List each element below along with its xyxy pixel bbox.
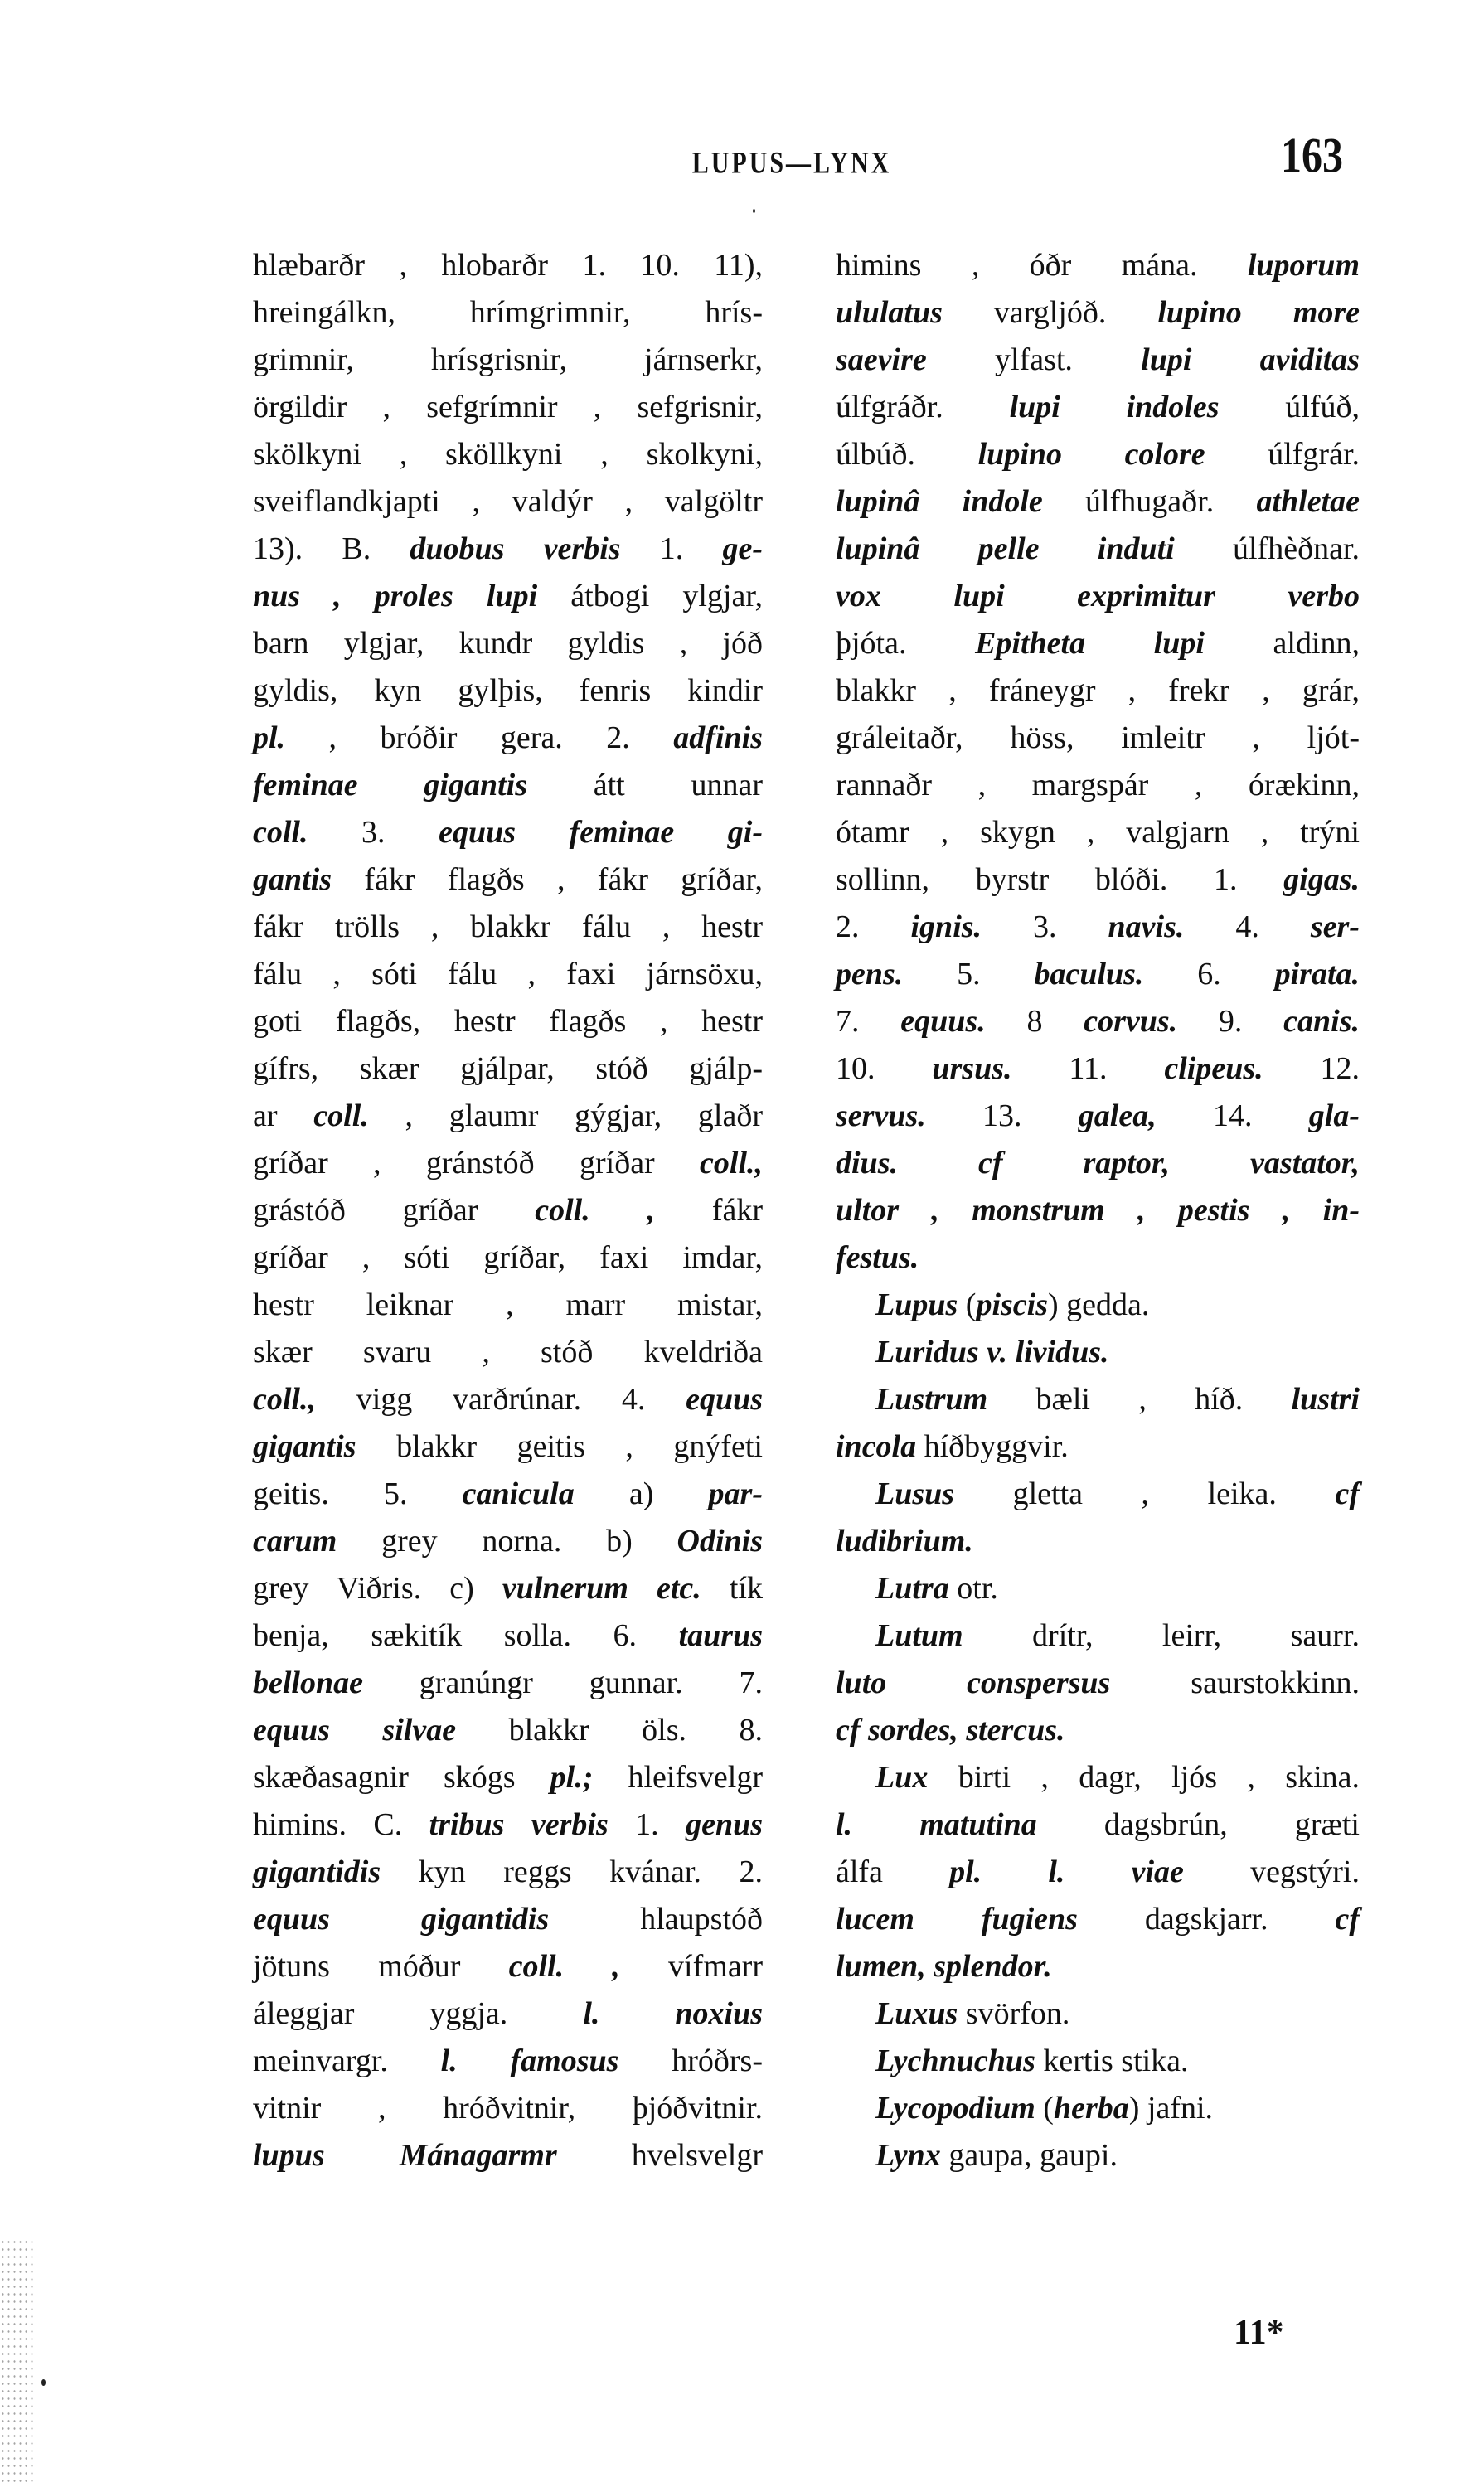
icelandic-text: 1. [608, 1807, 686, 1842]
icelandic-text: 11. [1011, 1051, 1165, 1086]
icelandic-text: 3. [982, 909, 1108, 944]
icelandic-text: goti flagðs, hestr flagðs , hestr [253, 1004, 763, 1039]
latin-term: baculus. [1034, 957, 1144, 991]
icelandic-text: fákr flagðs , fákr gríðar, [332, 862, 763, 897]
latin-term: navis. [1108, 909, 1185, 944]
latin-term: par- [708, 1476, 763, 1511]
right-column-line [836, 2132, 1360, 2179]
latin-term: cf [1335, 1902, 1360, 1937]
left-column-line [253, 809, 763, 856]
latin-term: equus silvae [253, 1713, 457, 1748]
icelandic-text: granúngr gunnar. 7. [362, 1665, 763, 1700]
icelandic-text: hreingálkn, hrímgrimnir, hrís- [253, 295, 763, 330]
latin-term: canicula [462, 1476, 575, 1511]
left-column-line [253, 2132, 763, 2179]
latin-term: luporum [1247, 248, 1360, 283]
latin-term: galea, [1078, 1098, 1157, 1133]
latin-term: Lux [875, 1760, 929, 1795]
left-column-line [253, 1376, 763, 1423]
latin-term: equus feminae gi- [439, 815, 763, 850]
left-column-line [253, 715, 763, 762]
right-column-line [836, 856, 1360, 904]
left-column-line [253, 384, 763, 431]
icelandic-text: jötuns móður [253, 1949, 509, 1984]
latin-term: vulnerum etc. [502, 1571, 701, 1606]
right-column-line [836, 1140, 1360, 1187]
icelandic-text: kertis stika. [1035, 2043, 1189, 2078]
latin-term: piscis [976, 1287, 1048, 1322]
right-column-line [836, 431, 1360, 478]
latin-term: ultor , monstrum , pestis , in- [836, 1193, 1360, 1228]
page-number: 163 [1281, 127, 1343, 183]
icelandic-text: aldinn, [1204, 626, 1360, 661]
icelandic-text: gríðar , gránstóð gríðar [253, 1146, 701, 1180]
latin-term: equus [686, 1382, 763, 1417]
latin-term: pens. [836, 957, 904, 991]
latin-term: l. matutina [836, 1807, 1037, 1842]
right-column-line [836, 1234, 1360, 1282]
left-column-line [253, 478, 763, 526]
latin-term: bellonae [253, 1665, 363, 1700]
icelandic-text: vigg varðrúnar. 4. [315, 1382, 686, 1417]
left-column-line [253, 1234, 763, 1282]
right-column [836, 242, 1360, 2179]
latin-term: corvus. [1084, 1004, 1178, 1039]
left-column-line [253, 762, 763, 809]
latin-term: pl. [253, 720, 286, 755]
left-column-line [253, 1896, 763, 1943]
icelandic-text: 3. [308, 815, 439, 850]
left-column-line [253, 573, 763, 620]
icelandic-text: fákr [655, 1193, 763, 1228]
icelandic-text: hestr leiknar , marr mistar, [253, 1287, 763, 1322]
right-column-line [836, 478, 1360, 526]
icelandic-text: álfa [836, 1854, 950, 1889]
left-column-line [253, 2085, 763, 2132]
right-column-line [836, 1990, 1360, 2038]
right-column-line [836, 1801, 1360, 1849]
icelandic-text: úlbúð. [836, 437, 978, 472]
right-column-line [836, 1471, 1360, 1518]
icelandic-text: sollinn, byrstr blóði. 1. [836, 862, 1284, 897]
latin-term: ser- [1310, 909, 1360, 944]
latin-term: Lupus [875, 1287, 958, 1322]
latin-term: ululatus [836, 295, 943, 330]
latin-term: coll. , [535, 1193, 656, 1228]
icelandic-text: ar [253, 1098, 314, 1133]
latin-term: herba [1053, 2091, 1129, 2126]
left-column-line [253, 1471, 763, 1518]
icelandic-text: svörfon. [958, 1996, 1070, 2031]
icelandic-text: 5. [903, 957, 1035, 991]
icelandic-text: grimnir, hrísgrisnir, járnserkr, [253, 342, 763, 377]
icelandic-text: blakkr geitis , gnýfeti [356, 1429, 763, 1464]
latin-term: tribus verbis [429, 1807, 609, 1842]
latin-term: ignis. [910, 909, 982, 944]
latin-term: gla- [1308, 1098, 1360, 1133]
icelandic-text: úlfhugaðr. [1042, 484, 1257, 519]
icelandic-text: gaupa, gaupi. [940, 2138, 1118, 2173]
icelandic-text: 13. [925, 1098, 1079, 1133]
icelandic-text: skæðasagnir skógs [253, 1760, 550, 1795]
left-column-line [253, 289, 763, 337]
icelandic-text: himins. C. [253, 1807, 429, 1842]
latin-term: lupinâ indole [836, 484, 1043, 519]
latin-term: coll. [313, 1098, 369, 1133]
right-column-line [836, 1707, 1360, 1754]
latin-term: vox lupi exprimitur verbo [836, 579, 1360, 613]
signature-mark: 11* [1234, 2314, 1284, 2352]
right-column-line [836, 1943, 1360, 1990]
latin-term: Lychnuchus [875, 2043, 1035, 2078]
icelandic-text: blakkr öls. 8. [456, 1713, 763, 1748]
icelandic-text: kyn reggs kvánar. 2. [381, 1854, 763, 1889]
icelandic-text: hróðrs- [618, 2043, 763, 2078]
latin-term: pl.; [550, 1760, 594, 1795]
icelandic-text: tík [701, 1571, 763, 1606]
left-column-line [253, 951, 763, 998]
scan-speck [753, 209, 755, 213]
icelandic-text: vegstýri. [1183, 1854, 1360, 1889]
latin-term: gigantis [253, 1429, 356, 1464]
latin-term: ursus. [932, 1051, 1012, 1086]
right-column-line [836, 573, 1360, 620]
latin-term: coll. [253, 815, 308, 850]
latin-term: dius. cf raptor, vastator, [836, 1146, 1360, 1180]
icelandic-text: , bróðir gera. 2. [285, 720, 674, 755]
left-column-line [253, 1660, 763, 1707]
right-column-line [836, 715, 1360, 762]
icelandic-text: þjóta. [836, 626, 976, 661]
right-column-line [836, 1329, 1360, 1376]
left-column-line [253, 1187, 763, 1234]
latin-term: servus. [836, 1098, 926, 1133]
icelandic-text: ( [958, 1287, 977, 1322]
icelandic-text: benja, sækitík solla. 6. [253, 1618, 679, 1653]
latin-term: Epitheta lupi [975, 626, 1205, 661]
left-column-line [253, 2038, 763, 2085]
left-column-line [253, 1754, 763, 1801]
icelandic-text: otr. [948, 1571, 998, 1606]
icelandic-text: rannaðr , margspár , órækinn, [836, 768, 1360, 802]
icelandic-text: grey Viðris. c) [253, 1571, 502, 1606]
icelandic-text: gífrs, skær gjálpar, stóð gjálp- [253, 1051, 763, 1086]
left-column-line [253, 1612, 763, 1660]
right-column-line [836, 809, 1360, 856]
latin-term: Lutum [875, 1618, 963, 1653]
right-column-line [836, 1423, 1360, 1471]
latin-term: lupi aviditas [1141, 342, 1360, 377]
running-head: LUPUS—LYNX [691, 145, 892, 180]
icelandic-text: gletta , leika. [954, 1476, 1336, 1511]
right-column-line [836, 1565, 1360, 1612]
latin-term: lupi indoles [1009, 390, 1220, 424]
icelandic-text: geitis. 5. [253, 1476, 463, 1511]
right-column-line [836, 1093, 1360, 1140]
left-column-line [253, 1045, 763, 1093]
left-column-line [253, 337, 763, 384]
icelandic-text: ( [1035, 2091, 1054, 2126]
latin-term: ge- [722, 531, 764, 566]
icelandic-text: ylfast. [926, 342, 1142, 377]
left-column-line [253, 1849, 763, 1896]
right-column-line [836, 526, 1360, 573]
icelandic-text: 2. [836, 909, 911, 944]
latin-term: lucem fugiens [836, 1902, 1078, 1937]
right-column-line [836, 1187, 1360, 1234]
icelandic-text: áleggjar yggja. [253, 1996, 584, 2031]
latin-term: lupus Mánagarmr [253, 2138, 557, 2173]
latin-term: Lynx [875, 2138, 941, 2173]
icelandic-text: himins , óðr mána. [836, 248, 1248, 283]
right-column-line [836, 620, 1360, 667]
icelandic-text: 1. [620, 531, 723, 566]
icelandic-text: bæli , híð. [987, 1382, 1292, 1417]
right-column-line [836, 384, 1360, 431]
icelandic-text: 12. [1263, 1051, 1360, 1086]
right-column-line [836, 1754, 1360, 1801]
latin-term: gigas. [1283, 862, 1360, 897]
right-column-line [836, 1282, 1360, 1329]
latin-term: lupino more [1157, 295, 1360, 330]
latin-term: duobus verbis [410, 531, 621, 566]
latin-term: Luridus v. lividus. [875, 1335, 1109, 1370]
latin-term: l. famosus [440, 2043, 619, 2078]
icelandic-text: ) gedda. [1048, 1287, 1150, 1322]
left-column-line [253, 1943, 763, 1990]
latin-term: cf [1335, 1476, 1360, 1511]
icelandic-text: vargljóð. [942, 295, 1158, 330]
icelandic-text: vitnir , hróðvitnir, þjóðvitnir. [253, 2091, 763, 2126]
latin-term: incola [836, 1429, 917, 1464]
icelandic-text: gyldis, kyn gylþis, fenris kindir [253, 673, 763, 708]
icelandic-text: 8 [985, 1004, 1084, 1039]
latin-term: carum [253, 1524, 337, 1559]
left-column-line [253, 1093, 763, 1140]
latin-term: Luxus [875, 1996, 958, 2031]
scan-speck [41, 2379, 46, 2386]
right-column-line [836, 242, 1360, 289]
right-column-line [836, 289, 1360, 337]
latin-term: nus , proles lupi [253, 579, 538, 613]
latin-term: feminae gigantis [253, 768, 527, 802]
latin-term: saevire [836, 342, 927, 377]
icelandic-text: gríðar , sóti gríðar, faxi imdar, [253, 1240, 763, 1275]
latin-term: lupinâ pelle induti [836, 531, 1175, 566]
latin-term: luto conspersus [836, 1665, 1111, 1700]
left-column-line [253, 620, 763, 667]
right-column-line [836, 762, 1360, 809]
icelandic-text: úlfhèðnar. [1174, 531, 1360, 566]
latin-term: equus gigantidis [253, 1902, 550, 1937]
icelandic-text: grey norna. b) [337, 1524, 677, 1559]
icelandic-text: sveiflandkjapti , valdýr , valgöltr [253, 484, 763, 519]
icelandic-text: örgildir , sefgrímnir , sefgrisnir, [253, 390, 763, 424]
icelandic-text: 6. [1143, 957, 1275, 991]
icelandic-text: barn ylgjar, kundr gyldis , jóð [253, 626, 763, 661]
left-column-line [253, 1801, 763, 1849]
latin-term: lupino colore [977, 437, 1205, 472]
left-column-line [253, 1140, 763, 1187]
latin-term: Odinis [677, 1524, 763, 1559]
left-column-line [253, 431, 763, 478]
icelandic-text: hleifsvelgr [593, 1760, 763, 1795]
right-column-line [836, 998, 1360, 1045]
latin-term: lumen, splendor. [836, 1949, 1052, 1984]
icelandic-text: úlfgrár. [1205, 437, 1360, 472]
right-column-line [836, 2085, 1360, 2132]
icelandic-text: átbogi ylgjar, [537, 579, 763, 613]
icelandic-text: dagskjarr. [1077, 1902, 1336, 1937]
latin-term: genus [686, 1807, 763, 1842]
latin-term: adfinis [673, 720, 763, 755]
right-column-line [836, 667, 1360, 715]
icelandic-text: hlæbarðr , hlobarðr 1. 10. 11), [253, 248, 763, 283]
icelandic-text: ótamr , skygn , valgjarn , trýni [836, 815, 1360, 850]
icelandic-text: skölkyni , sköllkyni , skolkyni, [253, 437, 763, 472]
icelandic-text: a) [574, 1476, 709, 1511]
icelandic-text: hvelsvelgr [556, 2138, 763, 2173]
latin-term: taurus [678, 1618, 763, 1653]
right-column-line [836, 1376, 1360, 1423]
latin-term: coll., [700, 1146, 763, 1180]
icelandic-text: 10. [836, 1051, 933, 1086]
latin-term: cf sordes, stercus. [836, 1713, 1065, 1748]
latin-term: equus. [900, 1004, 986, 1039]
left-column-line [253, 1565, 763, 1612]
icelandic-text: gráleitaðr, höss, imleitr , ljót- [836, 720, 1360, 755]
left-column-line [253, 1329, 763, 1376]
right-column-line [836, 1518, 1360, 1565]
icelandic-text: fákr trölls , blakkr fálu , hestr [253, 909, 763, 944]
icelandic-text: 14. [1156, 1098, 1309, 1133]
icelandic-text: blakkr , fráneygr , frekr , grár, [836, 673, 1360, 708]
scan-noise [0, 2238, 33, 2487]
icelandic-text: híðbyggvir. [916, 1429, 1069, 1464]
icelandic-text: úlfgráðr. [836, 390, 1010, 424]
icelandic-text: 4. [1184, 909, 1311, 944]
icelandic-text: skær svaru , stóð kveldriða [253, 1335, 763, 1370]
right-column-line [836, 904, 1360, 951]
left-column-line [253, 904, 763, 951]
right-column-line [836, 1660, 1360, 1707]
latin-term: gigantidis [253, 1854, 381, 1889]
left-column-line [253, 1518, 763, 1565]
icelandic-text: úlfúð, [1219, 390, 1360, 424]
left-column-line [253, 1282, 763, 1329]
left-column-line [253, 526, 763, 573]
icelandic-text: átt unnar [526, 768, 763, 802]
right-column-line [836, 1045, 1360, 1093]
right-column-line [836, 2038, 1360, 2085]
icelandic-text: dagsbrún, græti [1036, 1807, 1360, 1842]
latin-term: Lutra [875, 1571, 949, 1606]
latin-term: coll., [253, 1382, 316, 1417]
latin-term: athletae [1256, 484, 1360, 519]
icelandic-text: 13). B. [253, 531, 410, 566]
left-column-line [253, 1423, 763, 1471]
left-column-line [253, 1990, 763, 2038]
latin-term: pl. l. viae [949, 1854, 1184, 1889]
icelandic-text: drítr, leirr, saurr. [963, 1618, 1360, 1653]
latin-term: canis. [1283, 1004, 1360, 1039]
latin-term: pirata. [1274, 957, 1360, 991]
icelandic-text: fálu , sóti fálu , faxi járnsöxu, [253, 957, 763, 991]
right-column-line [836, 951, 1360, 998]
latin-term: gantis [253, 862, 332, 897]
icelandic-text: , glaumr gýgjar, glaðr [368, 1098, 763, 1133]
right-column-line [836, 337, 1360, 384]
left-column-line [253, 998, 763, 1045]
icelandic-text: ) jafni. [1128, 2091, 1214, 2126]
icelandic-text: birti , dagr, ljós , skina. [928, 1760, 1360, 1795]
icelandic-text: grástóð gríðar [253, 1193, 536, 1228]
latin-term: coll. , [508, 1949, 620, 1984]
right-column-line [836, 1849, 1360, 1896]
left-column-line [253, 1707, 763, 1754]
icelandic-text: vífmarr [619, 1949, 763, 1984]
left-column-line [253, 242, 763, 289]
latin-term: Lusus [875, 1476, 955, 1511]
icelandic-text: hlaupstóð [549, 1902, 763, 1937]
left-column [253, 242, 763, 2179]
latin-term: l. noxius [583, 1996, 764, 2031]
icelandic-text: 9. [1177, 1004, 1284, 1039]
latin-term: clipeus. [1164, 1051, 1263, 1086]
latin-term: ludibrium. [836, 1524, 973, 1559]
icelandic-text: 7. [836, 1004, 901, 1039]
left-column-line [253, 667, 763, 715]
latin-term: Lycopodium [875, 2091, 1035, 2126]
latin-term: lustri [1291, 1382, 1360, 1417]
right-column-line [836, 1896, 1360, 1943]
right-column-line [836, 1612, 1360, 1660]
latin-term: festus. [836, 1240, 919, 1275]
left-column-line [253, 856, 763, 904]
icelandic-text: meinvargr. [253, 2043, 441, 2078]
icelandic-text: saurstokkinn. [1110, 1665, 1360, 1700]
latin-term: Lustrum [875, 1382, 988, 1417]
